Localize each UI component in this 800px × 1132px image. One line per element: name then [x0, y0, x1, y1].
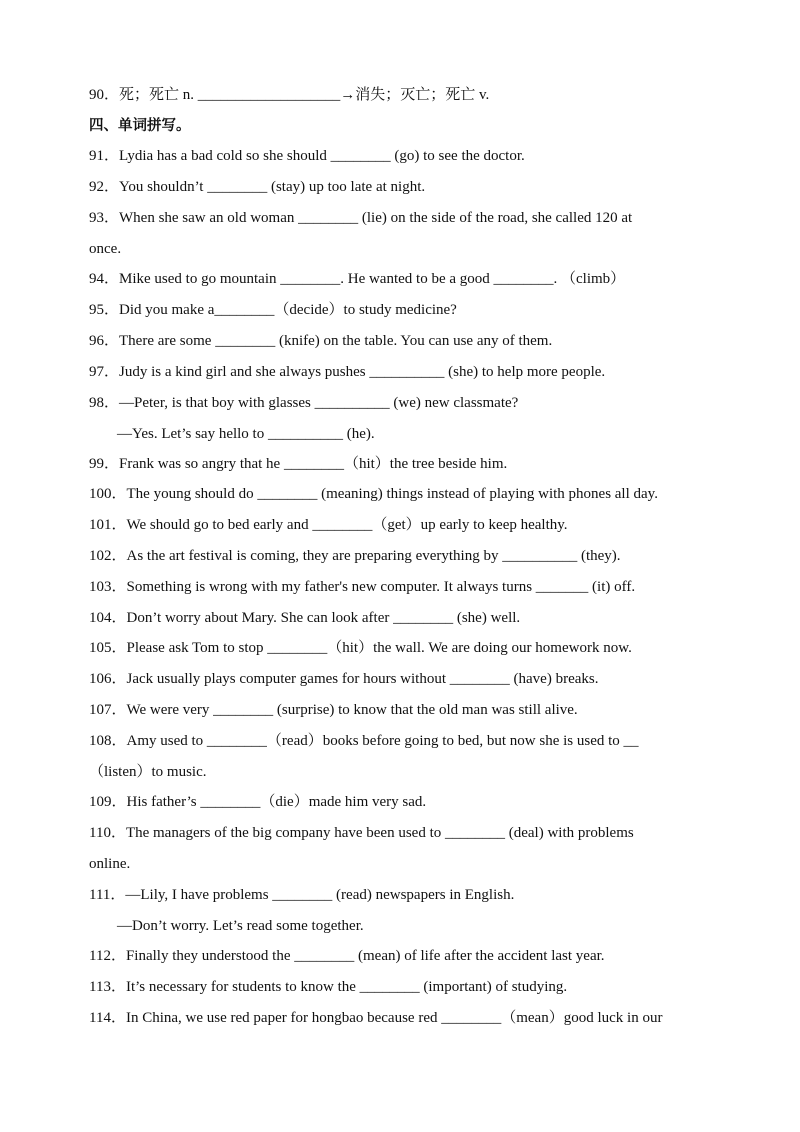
- question-106: 106．Jack usually plays computer games for hours without ________ (have) breaks.: [89, 671, 599, 687]
- question-108: 108．Amy used to ________（read）books before going to bed, but now she is used to __: [89, 733, 639, 749]
- question-100: 100．The young should do ________ (meaning) things instead of playing with phones all day.: [89, 486, 658, 502]
- question-93: 93．When she saw an old woman ________ (lie) on the side of the road, she called 120 at: [89, 210, 633, 226]
- question-92: 92．You shouldn’t ________ (stay) up too late at night.: [89, 179, 426, 195]
- section-heading-spelling: 四、单词拼写。: [89, 118, 191, 134]
- question-105: 105．Please ask Tom to stop ________（hit）the wall. We are doing our homework now.: [89, 640, 632, 656]
- question-94: 94．Mike used to go mountain ________. He wanted to be a good ________. （climb）: [89, 271, 626, 287]
- question-96: 96．There are some ________ (knife) on the table. You can use any of them.: [89, 333, 553, 349]
- question-97: 97．Judy is a kind girl and she always pushes __________ (she) to help more people.: [89, 364, 606, 380]
- question-112: 112．Finally they understood the ________ (mean) of life after the accident last year.: [89, 948, 605, 964]
- question-108-continued: （listen）to music.: [89, 764, 207, 780]
- question-101: 101．We should go to bed early and ________（get）up early to keep healthy.: [89, 517, 568, 533]
- question-90: 90．死；死亡 n. ___________________→消失；灭亡；死亡 v.: [89, 87, 490, 103]
- question-103: 103．Something is wrong with my father's new computer. It always turns _______ (it) off.: [89, 579, 636, 595]
- question-99: 99．Frank was so angry that he ________（hit）the tree beside him.: [89, 456, 508, 472]
- question-111-reply: —Don’t worry. Let’s read some together.: [117, 918, 364, 934]
- question-111: 111．—Lily, I have problems ________ (read) newspapers in English.: [89, 887, 515, 903]
- question-110-continued: online.: [89, 856, 131, 872]
- question-91: 91．Lydia has a bad cold so she should ________ (go) to see the doctor.: [89, 148, 525, 164]
- question-110: 110．The managers of the big company have been used to ________ (deal) with problems: [89, 825, 634, 841]
- question-95: 95．Did you make a________（decide）to study medicine?: [89, 302, 457, 318]
- question-114: 114．In China, we use red paper for hongbao because red ________（mean）good luck in our: [89, 1010, 663, 1026]
- question-98: 98．—Peter, is that boy with glasses __________ (we) new classmate?: [89, 395, 519, 411]
- question-98-reply: —Yes. Let’s say hello to __________ (he).: [117, 426, 375, 442]
- question-113: 113．It’s necessary for students to know the ________ (important) of studying.: [89, 979, 568, 995]
- question-104: 104．Don’t worry about Mary. She can look after ________ (she) well.: [89, 610, 521, 626]
- question-102: 102．As the art festival is coming, they are preparing everything by __________ (they).: [89, 548, 621, 564]
- question-93-continued: once.: [89, 241, 122, 257]
- question-109: 109．His father’s ________（die）made him very sad.: [89, 794, 427, 810]
- question-107: 107．We were very ________ (surprise) to know that the old man was still alive.: [89, 702, 578, 718]
